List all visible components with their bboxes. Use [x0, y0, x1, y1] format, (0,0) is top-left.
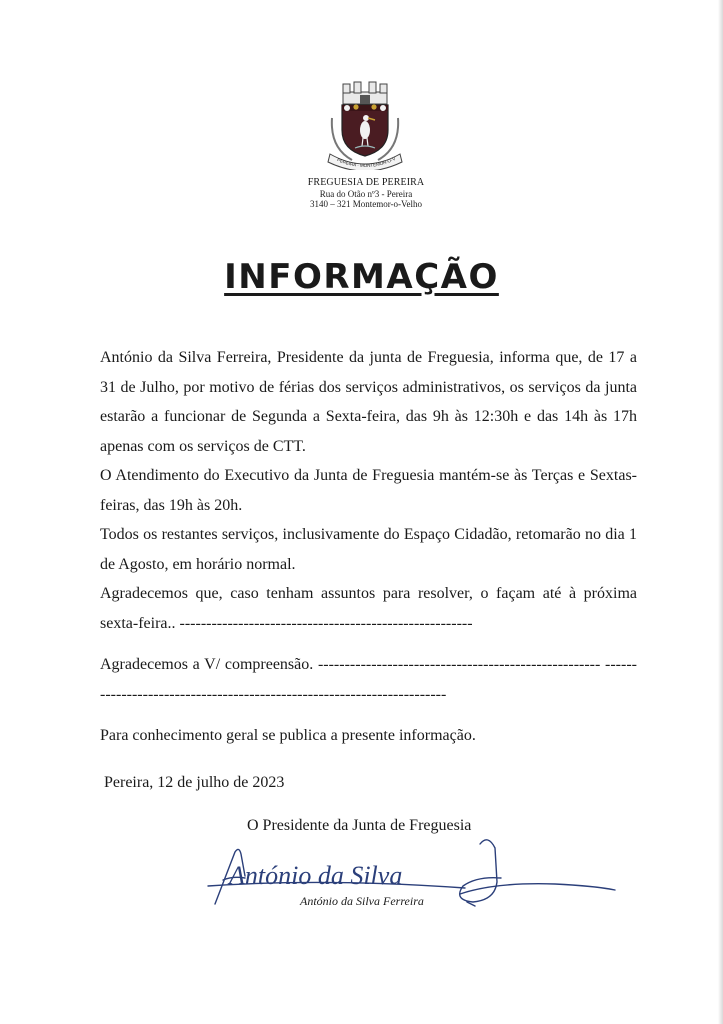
paragraph-request: Agradecemos que, caso tenham assuntos para resolver, o façam até à próxima sexta-feira.. -------------------------------------------------------	[100, 585, 637, 632]
address-line-1: Rua do Otão nº3 - Pereira	[319, 188, 413, 199]
parish-name: FREGUESIA DE PEREIRA	[307, 177, 425, 188]
paragraph-executive-hours: O Atendimento do Executivo da Junta de Freguesia mantém-se às Terças e Sextas-feiras, das 19h às 20h.	[100, 467, 637, 514]
letterhead	[250, 177, 482, 209]
signatory-name: António da Silva Ferreira	[300, 894, 424, 908]
paragraph-holiday-notice: António da Silva Ferreira, Presidente da junta de Freguesia, informa que, de 17 a 31 de Julho, por motivo de férias dos serviços administrativos, os serviços da junta estarão a funcionar de Segunda a Sexta-feira, das 9h às 12:30h e das 14h às 17h apenas com os serviços de CTT.	[100, 349, 637, 455]
title-text: INFORMAÇÃO	[224, 257, 499, 297]
parish-coat-of-arms-icon	[320, 78, 410, 170]
page-edge-shadow	[718, 0, 723, 1024]
crest-banner-text: PEREIRA · MONTEMOR-O-V	[336, 155, 397, 169]
signatory-role: O Presidente da Junta de Freguesia	[247, 817, 472, 834]
document-body	[100, 343, 637, 797]
address-line-2: 3140 – 321 Montemor-o-Velho	[309, 198, 423, 209]
paragraph-other-services: Todos os restantes serviços, inclusivamente do Espaço Cidadão, retomarão no dia 1 de Agosto, em horário normal.	[100, 526, 637, 573]
document-title	[0, 257, 723, 297]
paragraph-publication: Para conhecimento geral se publica a presente informação.	[100, 727, 476, 744]
signature-scribble: António da Silva	[229, 861, 403, 890]
paragraph-thanks: Agradecemos a V/ compreensão. ----------------------------------------------------- -----------------------------------------------------------------------	[100, 656, 637, 703]
place-and-date: Pereira, 12 de julho de 2023	[104, 773, 285, 791]
